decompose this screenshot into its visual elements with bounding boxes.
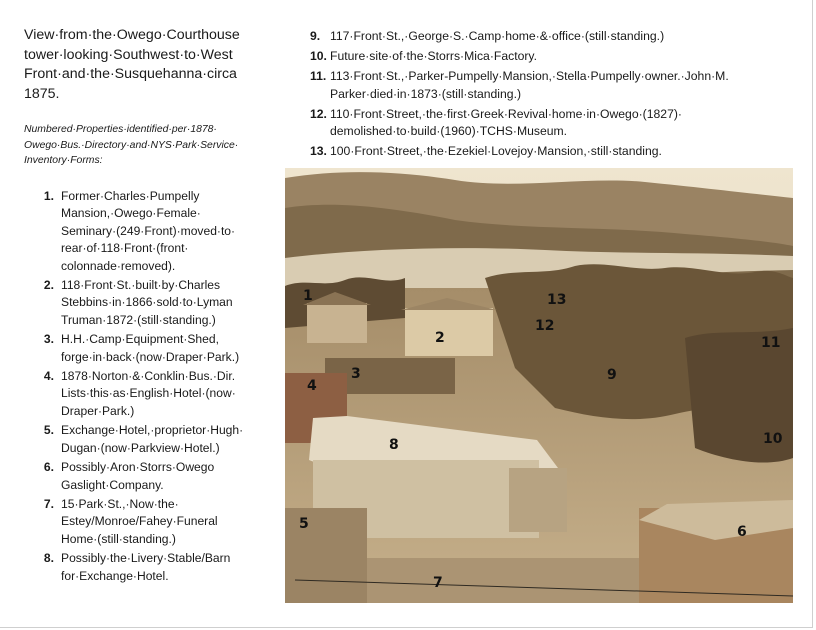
source-note: Numbered·Properties·identified·per·1878· Owego·Bus.·Directory·and·NYS·Park·Service· Inventory·Forms: [24, 124, 239, 166]
item-text: 118·Front·St.·built·by·Charles Stebbins·in·1866·sold·to·Lyman Truman·1872·(still·standing.) [61, 278, 233, 327]
photo-marker-7: 7 [433, 575, 443, 591]
building-2 [405, 308, 493, 356]
item-text: 1878·Norton·&·Conklin·Bus.·Dir. Lists·this·as·English·Hotel·(now· Draper·Park.) [61, 369, 236, 418]
photo-marker-1: 1 [303, 288, 313, 304]
item-number: 13. [310, 144, 327, 159]
item-text: Future·site·of·the·Storrs·Mica·Factory. [330, 48, 537, 63]
historic-photo [285, 168, 793, 603]
item-number: 4. [43, 369, 54, 384]
photo-marker-4: 4 [307, 378, 317, 394]
barn-8-annex [509, 468, 567, 532]
item-text: 15·Park·St.,·Now·the· Estey/Monroe/Fahey·Funeral Home·(still·standing.) [61, 496, 218, 546]
item-number: 3. [43, 332, 54, 347]
list-item [24, 422, 256, 457]
photo-marker-13: 13 [547, 292, 567, 308]
photo-marker-5: 5 [299, 516, 309, 532]
building-7 [367, 558, 639, 603]
photo-marker-10: 10 [763, 431, 783, 447]
item-number: 12. [310, 106, 327, 121]
item-number: 1. [43, 189, 54, 203]
item-number: 5. [43, 423, 54, 438]
item-text: 110·Front·Street,·the·first·Greek·Revival·home·in·Owego·(1827)· demolished·to·build·(1960)·TCHS·Museum. [330, 106, 682, 139]
photo-marker-3: 3 [351, 366, 361, 382]
photo-illustration [285, 168, 793, 603]
photo-marker-8: 8 [389, 437, 399, 453]
item-text: Exchange·Hotel,·proprietor·Hugh· Dugan·(now·Parkview·Hotel.) [61, 423, 244, 455]
item-number: 9. [310, 29, 321, 43]
list-item [24, 496, 256, 548]
list-item [24, 277, 256, 329]
list-item [310, 68, 790, 103]
item-number: 10. [310, 48, 327, 63]
list-item [310, 48, 790, 66]
item-text: Former·Charles·Pumpelly Mansion,·Owego·Female· Seminary·(249·Front)·moved·to· rear·of·118·Front·(front· colonnade·removed). [61, 189, 236, 273]
photo-marker-9: 9 [607, 367, 617, 383]
photo-marker-6: 6 [737, 524, 747, 540]
document-title: View·from·the·Owego·Courthouse tower·looking·Southwest·to·West Front·and·the·Susquehanna·circa 1875. [24, 27, 240, 102]
list-item [310, 143, 790, 161]
list-item [24, 188, 256, 275]
list-item [310, 106, 790, 141]
item-text: H.H.·Camp·Equipment·Shed, forge·in·back·(now·Draper·Park.) [61, 332, 240, 364]
property-list-right [310, 28, 790, 163]
list-item [24, 331, 256, 366]
list-item [310, 28, 790, 46]
item-number: 11. [310, 68, 327, 83]
item-number: 2. [43, 278, 54, 293]
item-text: 113·Front·St.,·Parker-Pumpelly·Mansion,·Stella·Pumpelly·owner.·John·M. Parker·died·in·1873·(still·standing.) [330, 68, 729, 101]
list-item [24, 459, 256, 494]
photo-marker-11: 11 [761, 335, 781, 351]
item-text: 117·Front·St.,·George·S.·Camp·home·&·office·(still·standing.) [330, 29, 665, 43]
item-number: 6. [43, 460, 54, 475]
list-item [24, 368, 256, 420]
building-5 [285, 508, 367, 603]
item-text: Possibly·the·Livery·Stable/Barn for·Exchange·Hotel. [61, 551, 231, 583]
item-text: 100·Front·Street,·the·Ezekiel·Lovejoy·Mansion,·still·standing. [330, 144, 662, 159]
item-number: 8. [43, 551, 54, 566]
item-text: Possibly·Aron·Storrs·Owego Gaslight·Company. [61, 460, 215, 492]
photo-marker-2: 2 [435, 330, 445, 346]
photo-marker-12: 12 [535, 318, 555, 334]
property-list-left [24, 188, 256, 587]
list-item [24, 550, 256, 585]
item-number: 7. [43, 496, 54, 511]
building-1 [307, 303, 367, 343]
